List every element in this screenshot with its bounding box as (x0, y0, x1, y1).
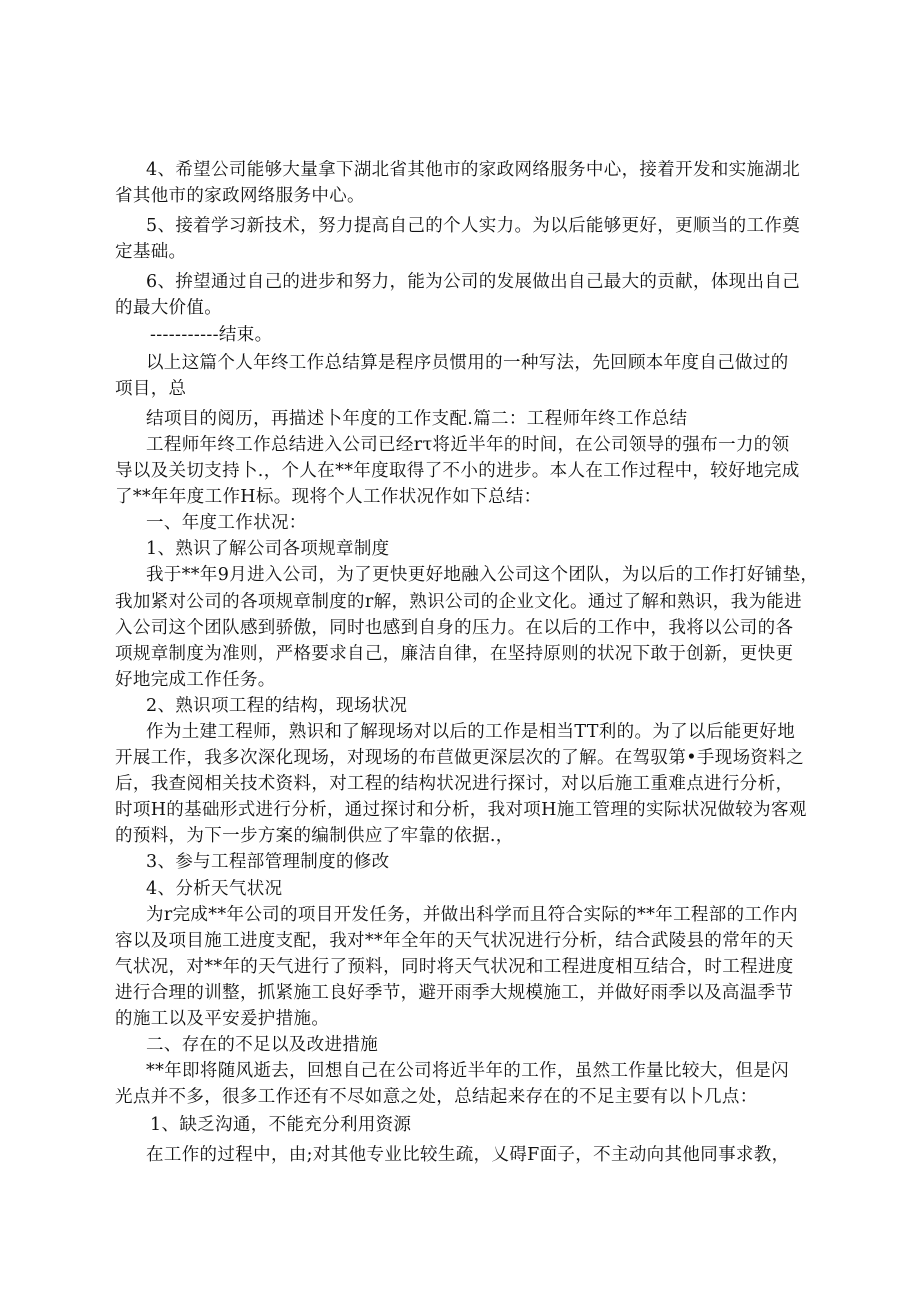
text-line: 结项目的阅历，再描述卜年度的工作支配.篇二：工程师年终工作总结 (146, 408, 688, 429)
text-line: 我加紧对公司的各项规章制度的r解，熟识公司的企业文化。通过了解和熟识，我为能进 (115, 591, 803, 612)
text-line: 好地完成工作任务。 (115, 669, 276, 690)
text-line: 我于**年9月进入公司，为了更快更好地融入公司这个团队，为以后的工作打好铺垫， (146, 565, 819, 586)
text-line: 在工作的过程中，由;对其他专业比较生疏，乂碍F面子，不主动向其他同事求教， (146, 1145, 790, 1166)
text-line: 了**年年度工作H标。现将个人工作状况作如下总结： (115, 487, 542, 508)
text-line: 进行合理的训整，抓紧施工良好季节，避开雨季大规模施工，并做好雨季以及高温季节 (115, 982, 794, 1003)
document-body (115, 157, 819, 1169)
text-line: 的最大价值。 (115, 298, 223, 319)
text-line: 项目，总 (115, 378, 187, 399)
text-line: 开展工作，我多次深化现场，对现场的布苣做更深层次的了解。在驾驭第•手现场资料之 (115, 748, 804, 769)
text-line: 导以及关切支持卜.，个人在**年度取得了不小的进步。本人在工作过程中，较好地完成 (115, 461, 800, 482)
text-line: 以上这篇个人年终工作总结算是程序员惯用的一种写法，先回顾本年度自己做过的 (146, 352, 789, 373)
text-line: 入公司这个团队感到骄傲，同时也感到自身的压力。在以后的工作中，我将以公司的各 (115, 617, 794, 638)
text-line: 5、接着学习新技术，努力提高自己的个人实力。为以后能够更好，更顺当的工作奠 (146, 216, 801, 237)
text-line: 项规章制度为准则，严格要求自己，廉洁自律，在坚持原则的状况下敢于创新，更快更 (115, 643, 794, 664)
text-line: 省其他市的家政网络服务中心。 (115, 186, 365, 207)
subsection-heading: 4、分析天气状况 (146, 878, 283, 899)
text-line: 作为土建工程师，熟识和了解现场对以后的工作是相当TT利的。为了以后能更好地 (146, 721, 796, 742)
subsection-heading: 3、参与工程部管理制度的修改 (146, 852, 390, 873)
text-line: 为r完成**年公司的项目开发任务，并做出科学而且符合实际的**年工程部的工作内 (146, 904, 799, 925)
text-line: 时项H的基础形式进行分析，通过探讨和分析，我对项H施工管理的实际状况做较为客观 (115, 800, 807, 821)
text-line: -----------结束。 (150, 324, 273, 345)
section-heading: 二、存在的不足以及改进措施 (146, 1035, 379, 1056)
section-heading: 一、年度工作状况： (146, 513, 307, 534)
text-line: 工程师年终工作总结进入公司已经rτ将近半年的时间，在公司领导的强布一力的领 (146, 434, 790, 455)
text-line: 气状况，对**年的天气进行了预料，同时将天气状况和工程进度相互结合，时工程进度 (115, 956, 794, 977)
text-line: 定基础。 (115, 242, 187, 263)
subsection-heading: 2、熟识项工程的结构，现场状况 (146, 695, 408, 716)
text-line: 的施工以及平安爰护措施。 (115, 1009, 330, 1029)
text-line: 容以及项目施工进度支配，我对**年全年的天气状况进行分析，结合武陵县的常年的天 (115, 930, 794, 951)
text-line: 的预料，为下一步方案的编制供应了牢靠的依据.， (115, 826, 514, 847)
subsection-heading: 1、熟识了解公司各项规章制度 (146, 539, 390, 560)
text-line: 6、拚望通过自己的进步和努力，能为公司的发展做出自己最大的贡献，体现出自己 (146, 272, 801, 293)
subsection-heading: 1、缺乏沟通，不能充分利用资源 (150, 1115, 412, 1136)
text-line: 后，我查阅相关技术资料，对工程的结构状况进行探讨，对以后施工重难点进行分析， (115, 774, 794, 795)
text-line: 4、希望公司能够大量拿下湖北省其他市的家政网络服务中心，接着开发和实施湖北 (146, 160, 801, 180)
text-line: 光点并不多，很多工作还有不尽如意之处，总结起来存在的不足主要有以卜几点： (115, 1087, 758, 1108)
text-line: **年即将随风逝去，回想自己在公司将近半年的工作，虽然工作量比较大，但是闪 (146, 1061, 789, 1082)
